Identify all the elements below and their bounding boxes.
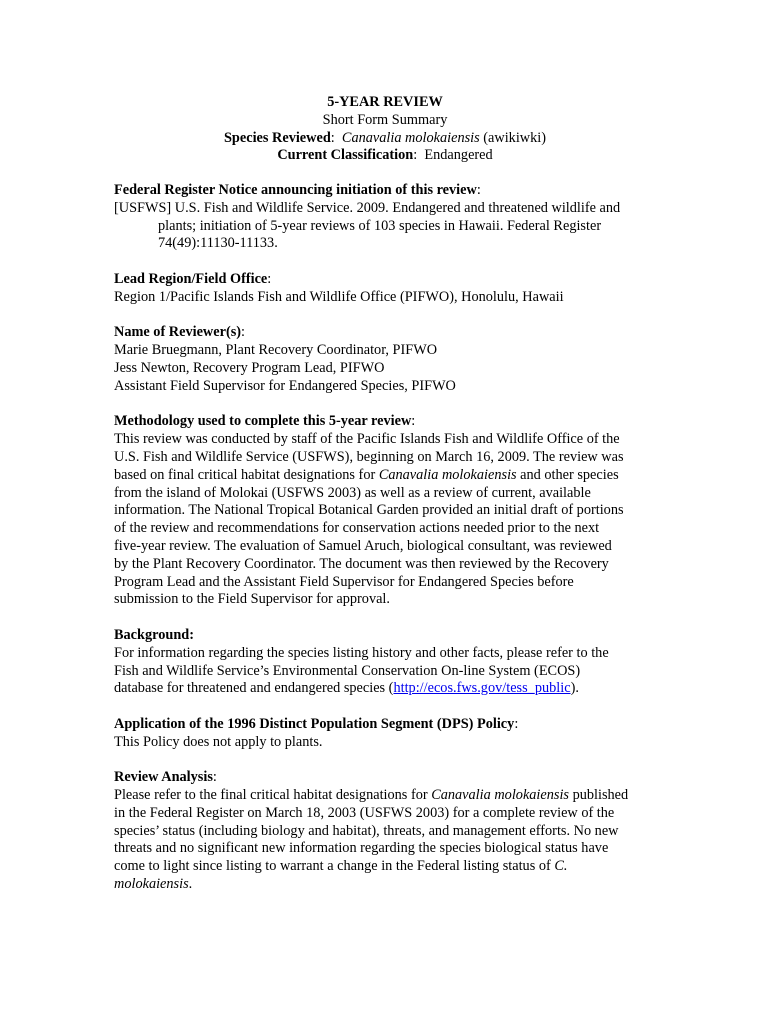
document-header: [114, 94, 656, 165]
methodology-line: information. The National Tropical Botanical Garden provided an initial draft of portions: [114, 502, 624, 519]
review-analysis-heading: Review Analysis: [114, 769, 213, 786]
reviewer-name: Assistant Field Supervisor for Endangered Species, PIFWO: [114, 377, 456, 394]
methodology-text: and other species: [516, 466, 619, 483]
lead-region-section: Lead Region/Field Office: Region 1/Pacific Islands Fish and Wildlife Office (PIFWO), Honolulu, Hawaii: [114, 271, 674, 307]
classification-label: Current Classification: [277, 147, 414, 164]
background-line: Fish and Wildlife Service’s Environmental Conservation On-line System (ECOS): [114, 662, 581, 679]
review-analysis-text: Please refer to the final critical habitat designations for: [114, 787, 432, 804]
methodology-line: U.S. Fish and Wildlife Service (USFWS), beginning on March 16, 2009. The review was: [114, 448, 624, 465]
reviewer-name: Marie Bruegmann, Plant Recovery Coordinator, PIFWO: [114, 342, 438, 359]
document-title: 5-YEAR REVIEW: [327, 94, 443, 110]
background-text: database for threatened and endangered species (: [114, 680, 394, 697]
species-abbrev-name: C.: [554, 858, 568, 875]
methodology-line: by the Plant Recovery Coordinator. The document was then reviewed by the Recovery: [114, 555, 609, 572]
species-scientific-name: Canavalia molokaiensis: [341, 129, 480, 146]
species-reviewed-line: Species Reviewed: Canavalia molokaiensis (awikiwki): [223, 129, 547, 146]
review-analysis-text: .: [188, 876, 193, 893]
reviewers-heading: Name of Reviewer(s): [114, 324, 242, 341]
ecos-link[interactable]: http://ecos.fws.gov/tess_public: [393, 680, 571, 697]
federal-register-line: [USFWS] U.S. Fish and Wildlife Service. 2009. Endangered and threatened wildlife and: [114, 199, 621, 216]
methodology-line: submission to the Field Supervisor for approval.: [114, 591, 390, 608]
methodology-heading: Methodology used to complete this 5-year review: [114, 413, 412, 430]
lead-region-text: Region 1/Pacific Islands Fish and Wildlife Office (PIFWO), Honolulu, Hawaii: [114, 288, 564, 305]
species-label: Species Reviewed: [223, 129, 331, 146]
methodology-line: from the island of Molokai (USFWS 2003) as well as a review of current, available: [114, 484, 591, 501]
review-analysis-line: [114, 858, 674, 876]
lead-region-heading: Lead Region/Field Office: [114, 270, 268, 287]
classification-line: Current Classification: Endangered: [277, 147, 493, 164]
document-subtitle: Short Form Summary: [322, 111, 448, 128]
review-analysis-section: Review Analysis: Please refer to the final critical habitat designations for Canavalia molokaiensis published in the Federal Register on March 18, 2003 (USFWS 2003) for a complete review of the species’ status (including biology and habitat), threats, and management efforts. No new threats and no significant new information regarding the species biological status have come to light since listing to warrant a change in the Federal listing status of C. molokaiensis.: [114, 769, 674, 894]
methodology-line: five-year review. The evaluation of Samuel Aruch, biological consultant, was reviewed: [114, 537, 612, 554]
background-line: [114, 680, 674, 698]
background-heading: Background:: [114, 626, 194, 643]
background-line: For information regarding the species listing history and other facts, please refer to the: [114, 644, 609, 661]
methodology-line: of the review and recommendations for conservation actions needed prior to the next: [114, 520, 600, 537]
review-analysis-line: [114, 876, 674, 894]
methodology-line: [114, 467, 674, 485]
document-body: [114, 182, 674, 912]
methodology-line: This review was conducted by staff of the Pacific Islands Fish and Wildlife Office of the: [114, 431, 620, 448]
background-text: ).: [570, 680, 579, 697]
federal-register-line: plants; initiation of 5-year reviews of 103 species in Hawaii. Federal Register: [158, 217, 602, 234]
reviewers-section: Name of Reviewer(s): Marie Bruegmann, Plant Recovery Coordinator, PIFWO Jess Newton, Recovery Program Lead, PIFWO Assistant Field Supervisor for Endangered Species, PIFWO: [114, 324, 674, 395]
methodology-section: Methodology used to complete this 5-year review: This review was conducted by staff of the Pacific Islands Fish and Wildlife Office of the U.S. Fish and Wildlife Service (USFWS), beginning on March 16, 2009. The review was based on final critical habitat designations for Canavalia molokaiensis and other species from the island of Molokai (USFWS 2003) as well as a review of current, available information. The National Tropical Botanical Garden provided an initial draft of portions of the review and recommendations for conservation actions needed prior to the next five-year review. The evaluation of Samuel Aruch, biological consultant, was reviewed by the Plant Recovery Coordinator. The document was then reviewed by the Recovery Program Lead and the Assistant Field Supervisor for Endangered Species before submission to the Field Supervisor for approval.: [114, 413, 674, 609]
federal-register-line: 74(49):11130-11133.: [158, 235, 278, 252]
species-common-name: (awikiwki): [483, 129, 547, 146]
species-abbrev-name: molokaiensis: [114, 876, 189, 893]
dps-section: Application of the 1996 Distinct Population Segment (DPS) Policy: This Policy does not apply to plants.: [114, 716, 674, 752]
federal-register-heading: Federal Register Notice announcing initiation of this review: [114, 182, 477, 198]
classification-value: Endangered: [424, 147, 493, 164]
review-analysis-text: published: [569, 787, 629, 804]
review-analysis-line: [114, 787, 674, 805]
review-analysis-line: threats and no significant new information regarding the species biological status have: [114, 840, 609, 857]
dps-heading: Application of the 1996 Distinct Population Segment (DPS) Policy: [114, 715, 515, 732]
dps-text: This Policy does not apply to plants.: [114, 733, 323, 750]
methodology-text: based on final critical habitat designations for: [114, 466, 379, 483]
review-analysis-line: in the Federal Register on March 18, 2003 (USFWS 2003) for a complete review of the: [114, 804, 615, 821]
methodology-line: Program Lead and the Assistant Field Supervisor for Endangered Species before: [114, 573, 574, 590]
reviewer-name: Jess Newton, Recovery Program Lead, PIFWO: [114, 359, 385, 376]
review-analysis-text: come to light since listing to warrant a change in the Federal listing status of: [114, 858, 555, 875]
species-scientific-name: Canavalia molokaiensis: [431, 787, 569, 804]
background-section: [114, 627, 674, 698]
review-analysis-line: species’ status (including biology and habitat), threats, and management efforts. No new: [114, 822, 619, 839]
federal-register-section: Federal Register Notice announcing initiation of this review: [USFWS] U.S. Fish and Wildlife Service. 2009. Endangered and threatened wildlife and plants; initiation of 5-year reviews of 103 species in Hawaii. Federal Register 74(49):11130-11133.: [114, 182, 674, 253]
species-scientific-name: Canavalia molokaiensis: [378, 466, 517, 483]
